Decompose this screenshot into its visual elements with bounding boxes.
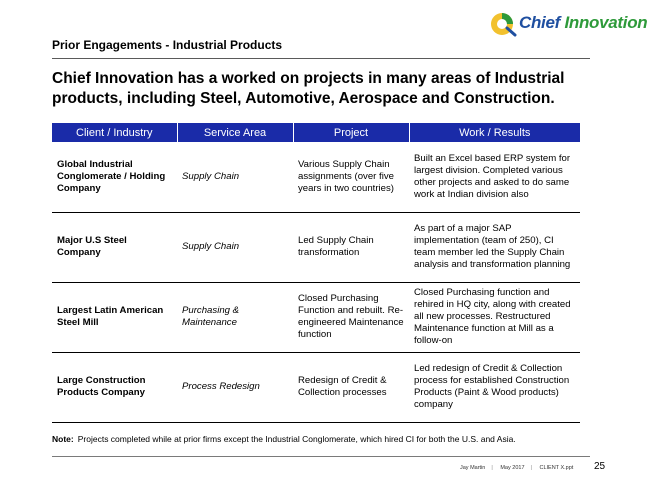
table-row: [52, 282, 580, 352]
header-service: Service Area: [177, 123, 293, 142]
table-row: [52, 352, 580, 422]
cell-results: Built an Excel based ERP system for largest division. Completed various other projects and asked to do same work at Indian division also: [409, 142, 580, 212]
table-row: [52, 142, 580, 212]
cell-service: Process Redesign: [177, 352, 293, 422]
logo-emblem-icon: [488, 8, 518, 38]
top-divider: [52, 58, 590, 59]
cell-results: As part of a major SAP implementation (team of 250), CI team member led the Supply Chain analysis and transformation planning: [409, 212, 580, 282]
table-header-row: [52, 123, 580, 142]
section-title: Prior Engagements - Industrial Products: [52, 38, 283, 52]
cell-service: Supply Chain: [177, 142, 293, 212]
header-project: Project: [293, 123, 409, 142]
footer-date: May 2017: [500, 465, 525, 471]
page-number: 25: [594, 461, 606, 472]
cell-client: Major U.S Steel Company: [52, 212, 177, 282]
header-client: Client / Industry: [52, 123, 177, 142]
cell-service: Supply Chain: [177, 212, 293, 282]
cell-client: Largest Latin American Steel Mill: [52, 282, 177, 352]
cell-project: Redesign of Credit & Collection processes: [293, 352, 409, 422]
footnote-label: Note:: [52, 434, 74, 444]
engagements-table: [52, 123, 580, 423]
headline: Chief Innovation has a worked on projects in many areas of Industrial products, including Steel, Automotive, Aerospace and Construction.: [52, 70, 565, 107]
cell-results: Led redesign of Credit & Collection process for established Construction Products (Paint & Wood products) company: [409, 352, 580, 422]
logo-text-main: Chief: [519, 13, 565, 32]
bottom-divider: [52, 456, 590, 457]
logo-text-accent: Innovation: [564, 13, 647, 32]
cell-client: Global Industrial Conglomerate / Holding Company: [52, 142, 177, 212]
cell-project: Led Supply Chain transformation: [293, 212, 409, 282]
cell-project: Closed Purchasing Function and rebuilt. Re-engineered Maintenance function: [293, 282, 409, 352]
cell-service: Purchasing & Maintenance: [177, 282, 293, 352]
cell-project: Various Supply Chain assignments (over five years in two countries): [293, 142, 409, 212]
cell-client: Large Construction Products Company: [52, 352, 177, 422]
cell-results: Closed Purchasing function and rehired in HQ city, along with created all new processes. Restructured Maintenance function at Mill as a follow-on: [409, 282, 580, 352]
footnote: [52, 434, 516, 444]
footer-file: CLIENT X.ppt: [539, 465, 574, 471]
footnote-text: Projects completed while at prior firms except the Industrial Conglomerate, which hired CI for both the U.S. and Asia.: [77, 434, 516, 444]
company-logo: [488, 6, 647, 40]
logo-wordmark: [519, 13, 647, 33]
header-results: Work / Results: [409, 123, 580, 142]
table-row: [52, 212, 580, 282]
footer-meta: Jay Martin | May 2017 | CLIENT X.ppt: [460, 465, 574, 471]
footer-author: Jay Martin: [460, 465, 486, 471]
